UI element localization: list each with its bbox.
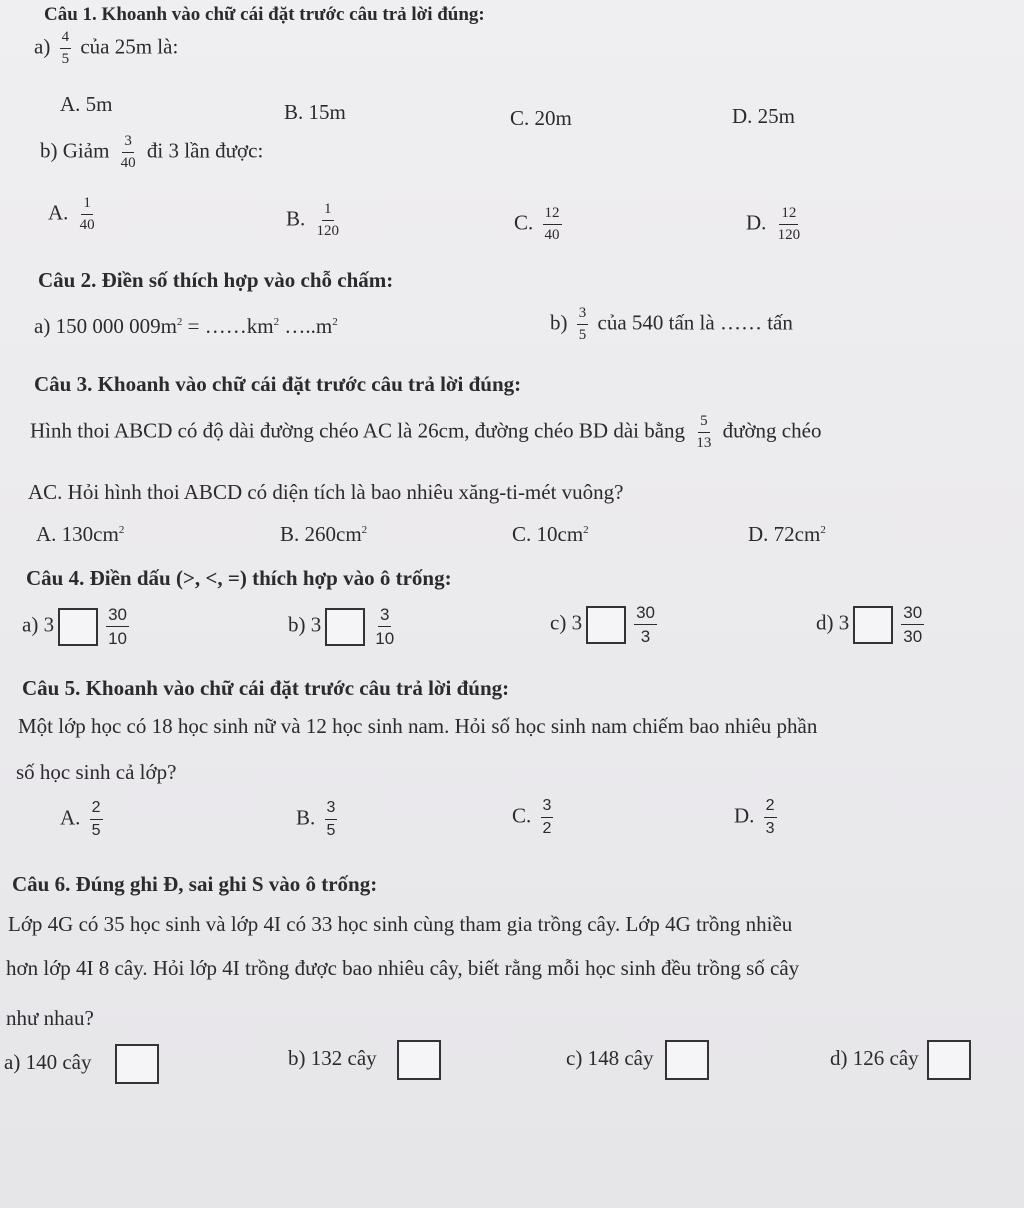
option-text: A. 130cm [36,522,119,546]
option-letter: A. [60,805,81,830]
q5-line1: Một lớp học có 18 học sinh nữ và 12 học sinh nam. Hỏi số học sinh nam chiếm bao nhiêu phần [18,714,818,738]
q2b-line [550,306,793,343]
q1b-option-a[interactable] [48,196,101,233]
q1b-line [40,134,263,171]
answer-box[interactable] [58,608,98,646]
option-fraction [78,196,97,233]
answer-box[interactable] [115,1044,159,1084]
q1b-option-b[interactable] [286,202,345,239]
option-letter: A. [48,200,69,225]
q3-option-d[interactable] [748,522,826,547]
q3-option-a[interactable] [36,522,124,547]
frac-den: 3 [640,627,651,646]
q2a-rest: = ……km [182,314,274,338]
q4-title: Câu 4. Điền dấu (>, <, =) thích hợp vào ô trống: [26,566,452,590]
q5-option-c[interactable] [512,798,557,837]
option-text: B. 260cm [280,522,362,546]
q6-title: Câu 6. Đúng ghi Đ, sai ghi S vào ô trống: [12,872,378,896]
q3-fraction [694,414,713,451]
q1b-option-d[interactable] [746,206,806,243]
frac-den: 120 [777,227,801,243]
q2b-text: của 540 tấn là …… tấn [597,310,793,335]
q5-line2: số học sinh cả lớp? [16,760,177,784]
q1a-line [34,30,178,67]
sup: 2 [176,316,183,328]
frac-num: 12 [779,206,798,225]
q5-title: Câu 5. Khoanh vào chữ cái đặt trước câu trả lời đúng: [22,676,510,700]
q3-line1-end: đường chéo [722,418,822,443]
q6-option-b [288,1040,445,1080]
frac-den: 40 [120,155,136,171]
q2b-fraction [577,306,589,343]
frac-den: 5 [578,327,587,343]
frac-num: 3 [325,800,338,820]
sup: 2 [332,316,338,328]
q4-label: d) 3 [816,610,850,635]
q1a-label: a) [34,34,51,59]
q4-label: c) 3 [550,610,583,635]
frac-den: 5 [91,822,101,839]
q4-fraction [901,604,924,645]
option-fraction [776,206,803,243]
frac-den: 5 [326,822,336,839]
q5-option-a[interactable] [60,800,107,839]
q2a-tail: …..m [279,314,333,338]
option-fraction [325,800,338,839]
q4-fraction [634,604,657,645]
frac-num: 1 [81,196,93,215]
frac-num: 30 [901,604,924,625]
option-text: d) 126 cây [830,1045,919,1070]
frac-num: 30 [634,604,657,625]
frac-num: 3 [378,606,391,627]
answer-box[interactable] [397,1040,441,1080]
frac-num: 4 [60,30,72,49]
q3-line2: AC. Hỏi hình thoi ABCD có diện tích là bao nhiêu xăng-ti-mét vuông? [28,480,624,504]
q2a-text: a) 150 000 009m [34,314,177,338]
q2b-label: b) [550,310,568,335]
q4-fraction [106,606,129,647]
frac-num: 2 [764,798,777,818]
option-letter: B. [286,206,306,231]
answer-box[interactable] [586,606,626,644]
frac-den: 3 [765,820,775,837]
q6-line3: như nhau? [6,1006,94,1030]
q1b-option-c[interactable] [514,206,566,243]
frac-den: 13 [696,435,712,451]
sup: 2 [273,316,280,328]
q1b-fraction [119,134,138,171]
option-text: c) 148 cây [566,1045,654,1070]
q6-line2: hơn lớp 4I 8 cây. Hỏi lớp 4I trồng được bao nhiêu cây, biết rằng mỗi học sinh đều trồng số cây [6,956,800,980]
frac-den: 40 [79,217,95,233]
option-fraction [764,798,777,837]
frac-den: 10 [375,629,395,648]
option-letter: C. [514,210,534,235]
option-fraction [543,206,562,243]
sup: 2 [118,524,125,536]
q4-item-c [550,604,661,645]
option-text: C. 10cm [512,522,584,546]
answer-box[interactable] [927,1040,971,1080]
frac-num: 2 [90,800,103,820]
q4-item-d [816,604,928,645]
q3-option-b[interactable] [280,522,367,547]
sup: 2 [361,524,368,536]
q1a-option-a[interactable]: A. 5m [60,92,113,116]
q1b-text: đi 3 lần được: [146,138,264,163]
q4-fraction [373,606,396,647]
q1a-option-b[interactable]: B. 15m [284,100,346,124]
option-letter: B. [296,805,316,830]
q1a-option-d[interactable]: D. 25m [732,104,795,128]
q3-line1 [30,414,821,451]
q1b-label: b) Giảm [40,138,110,163]
option-fraction [541,798,554,837]
frac-num: 1 [322,202,334,221]
q2a-line [34,314,338,339]
frac-den: 2 [542,820,552,837]
frac-den: 10 [108,629,127,648]
q4-label: b) 3 [288,612,322,637]
q1a-option-c[interactable]: C. 20m [510,106,572,130]
q4-item-a [22,606,133,647]
q6-line1: Lớp 4G có 35 học sinh và lớp 4I có 33 học sinh cùng tham gia trồng cây. Lớp 4G trồng nhiều [8,912,793,936]
option-text: D. 72cm [748,522,821,546]
answer-box[interactable] [665,1040,709,1080]
option-fraction [90,800,103,839]
frac-num: 3 [577,306,589,325]
q6-option-c [566,1040,713,1080]
sup: 2 [583,524,589,536]
answer-box[interactable] [325,608,365,646]
frac-num: 12 [543,206,562,225]
frac-den: 120 [316,223,340,239]
q4-item-b [288,606,400,647]
option-letter: D. [734,803,755,828]
frac-num: 30 [106,606,129,627]
q1-title: Câu 1. Khoanh vào chữ cái đặt trước câu trả lời đúng: [44,4,485,25]
q6-option-a [4,1044,163,1084]
frac-den: 30 [903,627,923,646]
option-letter: C. [512,803,532,828]
sup: 2 [820,524,826,536]
q3-option-c[interactable] [512,522,589,547]
q6-option-d [830,1040,975,1080]
frac-den: 40 [544,227,560,243]
answer-box[interactable] [853,606,893,644]
q1a-fraction [60,30,72,67]
frac-num: 5 [698,414,710,433]
q5-option-d[interactable] [734,798,781,837]
q5-option-b[interactable] [296,800,341,839]
option-text: b) 132 cây [288,1045,377,1070]
frac-num: 3 [122,134,134,153]
frac-num: 3 [541,798,554,818]
option-letter: D. [746,210,767,235]
q2-title: Câu 2. Điền số thích hợp vào chỗ chấm: [38,268,394,292]
q3-line1-text: Hình thoi ABCD có độ dài đường chéo AC là 26cm, đường chéo BD dài bằng [30,418,686,443]
option-fraction [315,202,342,239]
q4-label: a) 3 [22,612,55,637]
option-text: a) 140 cây [4,1049,92,1074]
q1a-text: của 25m là: [80,34,179,59]
frac-den: 5 [61,51,70,67]
q3-title: Câu 3. Khoanh vào chữ cái đặt trước câu trả lời đúng: [34,372,522,396]
